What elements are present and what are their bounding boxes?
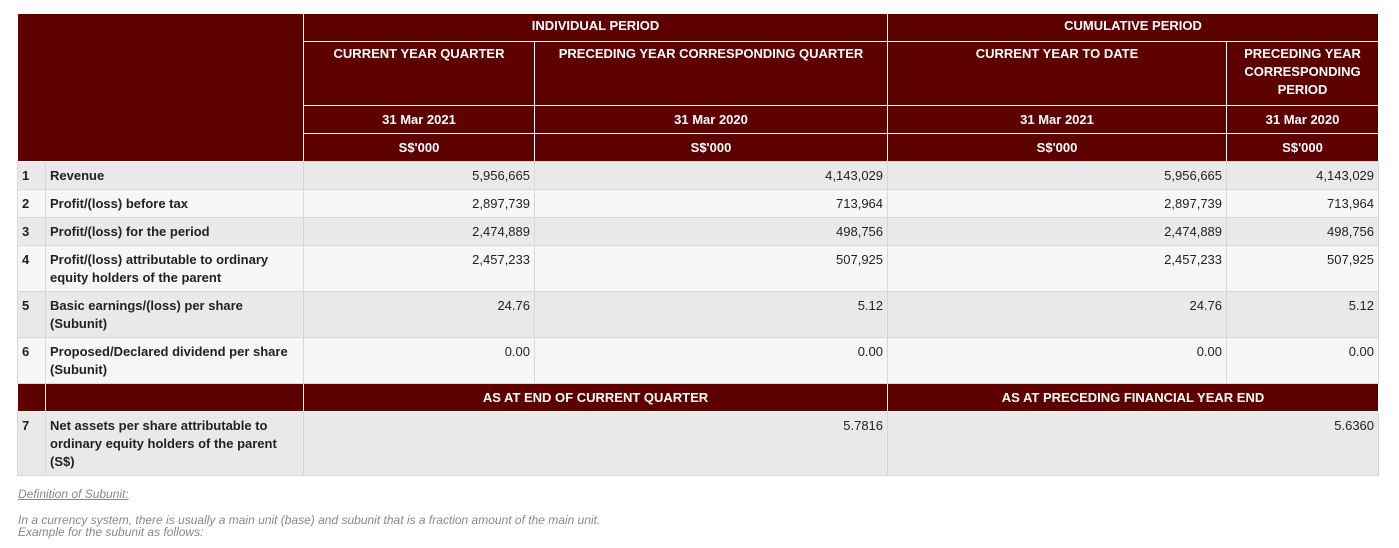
row-label: Profit/(loss) for the period (46, 218, 304, 246)
row-index: 4 (18, 246, 46, 292)
row-value: 2,474,889 (304, 218, 535, 246)
subunit-definition-heading: Definition of Subunit: (18, 487, 129, 501)
table-row (18, 292, 1379, 338)
row-value: 2,474,889 (888, 218, 1227, 246)
col1-title: CURRENT YEAR QUARTER (304, 42, 535, 106)
row-index: 6 (18, 338, 46, 384)
subunit-note-line: Example for the subunit as follows: (18, 525, 204, 539)
row-label: Profit/(loss) attributable to ordinary equity holders of the parent (46, 246, 304, 292)
col3-unit: S$'000 (888, 134, 1227, 162)
table-row (18, 338, 1379, 384)
section2-blank-cell (18, 384, 46, 412)
table-row (18, 162, 1379, 190)
preceding-year-end-header: AS AT PRECEDING FINANCIAL YEAR END (888, 384, 1379, 412)
subunit-note-line: In a currency system, there is usually a main unit (base) and subunit that is a fraction amount of the main unit. (18, 513, 601, 527)
row-label: Basic earnings/(loss) per share (Subunit) (46, 292, 304, 338)
row-value: 0.00 (535, 338, 888, 384)
row-value: 5,956,665 (304, 162, 535, 190)
row-label: Profit/(loss) before tax (46, 190, 304, 218)
col3-date: 31 Mar 2021 (888, 106, 1227, 134)
table-row (18, 218, 1379, 246)
row-value: 0.00 (888, 338, 1227, 384)
row-index: 2 (18, 190, 46, 218)
row-value: 5.7816 (304, 412, 888, 476)
col4-date: 31 Mar 2020 (1227, 106, 1379, 134)
col2-unit: S$'000 (535, 134, 888, 162)
col4-title: PRECEDING YEAR CORRESPONDING PERIOD (1227, 42, 1379, 106)
row-value: 5.12 (1227, 292, 1379, 338)
table-row (18, 246, 1379, 292)
individual-period-header: INDIVIDUAL PERIOD (304, 14, 888, 42)
row-value: 24.76 (888, 292, 1227, 338)
row-index: 5 (18, 292, 46, 338)
col1-unit: S$'000 (304, 134, 535, 162)
col2-date: 31 Mar 2020 (535, 106, 888, 134)
cumulative-period-header: CUMULATIVE PERIOD (888, 14, 1379, 42)
row-value: 2,897,739 (888, 190, 1227, 218)
row-value: 498,756 (535, 218, 888, 246)
end-current-quarter-header: AS AT END OF CURRENT QUARTER (304, 384, 888, 412)
row-value: 507,925 (535, 246, 888, 292)
row-index: 7 (18, 412, 46, 476)
row-value: 507,925 (1227, 246, 1379, 292)
row-value: 2,897,739 (304, 190, 535, 218)
row-value: 713,964 (1227, 190, 1379, 218)
row-value: 4,143,029 (535, 162, 888, 190)
row-value: 5.12 (535, 292, 888, 338)
row-label: Proposed/Declared dividend per share (Subunit) (46, 338, 304, 384)
subunit-notes (18, 488, 600, 538)
row-value: 0.00 (304, 338, 535, 384)
row-value: 713,964 (535, 190, 888, 218)
row-value: 4,143,029 (1227, 162, 1379, 190)
row-index: 1 (18, 162, 46, 190)
row-value: 2,457,233 (304, 246, 535, 292)
row-value: 498,756 (1227, 218, 1379, 246)
col4-unit: S$'000 (1227, 134, 1379, 162)
col3-title: CURRENT YEAR TO DATE (888, 42, 1227, 106)
row-value: 24.76 (304, 292, 535, 338)
row-label: Revenue (46, 162, 304, 190)
table-row (18, 190, 1379, 218)
row-label: Net assets per share attributable to ordinary equity holders of the parent (S$) (46, 412, 304, 476)
col2-title: PRECEDING YEAR CORRESPONDING QUARTER (535, 42, 888, 106)
section2-blank-cell (46, 384, 304, 412)
row-value: 2,457,233 (888, 246, 1227, 292)
row-value: 5,956,665 (888, 162, 1227, 190)
header-blank-cell (18, 14, 304, 162)
financial-summary-table (17, 13, 1379, 476)
col1-date: 31 Mar 2021 (304, 106, 535, 134)
row-index: 3 (18, 218, 46, 246)
row-value: 5.6360 (888, 412, 1379, 476)
table-row (18, 412, 1379, 476)
row-value: 0.00 (1227, 338, 1379, 384)
